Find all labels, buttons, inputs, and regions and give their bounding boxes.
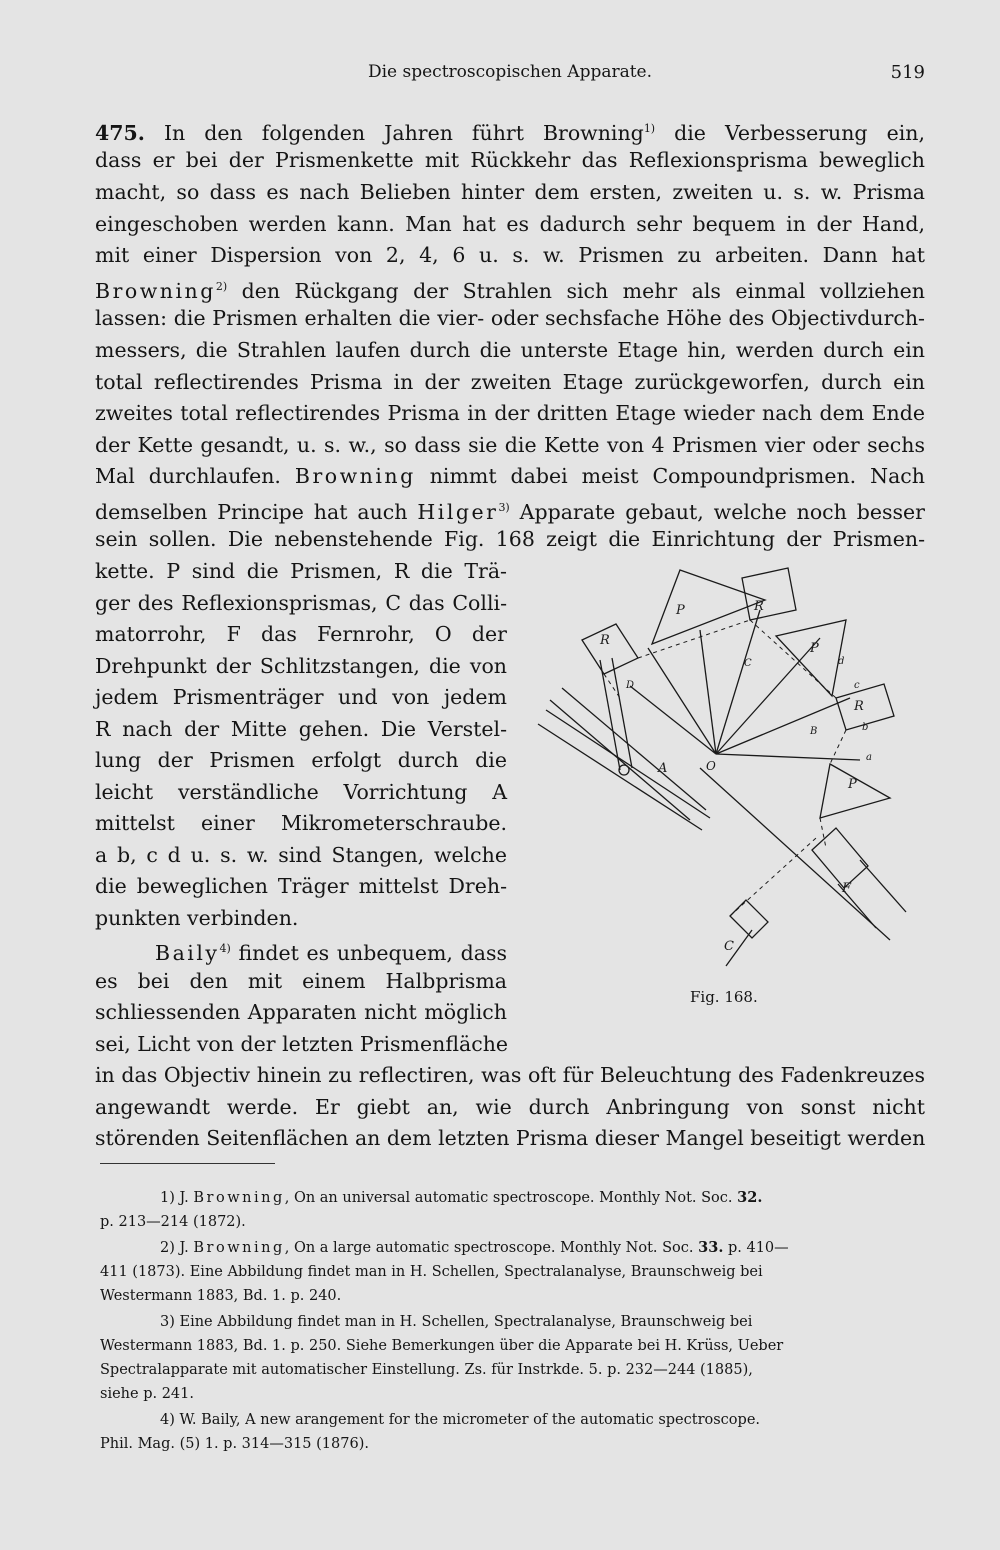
paragraph-line: lassen: die Prismen erhalten die vier- oder sechsfache Höhe des Objectivdurch- — [95, 306, 925, 330]
paragraph-line: Mal durchlaufen. Browning nimmt dabei meist Compoundprismen. Nach — [95, 464, 925, 488]
label-c: c — [854, 680, 860, 691]
wrap-line: die beweglichen Träger mittelst Dreh- — [95, 874, 507, 898]
paragraph-line: zweites total reflectirendes Prisma in der dritten Etage wieder nach dem Ende — [95, 401, 925, 425]
wrap-line: jedem Prismenträger und von jedem — [95, 685, 507, 709]
paragraph-line: Baily$^{4)}$ findet es unbequem, dass — [155, 940, 507, 965]
footnote-line: Spectralapparate mit automatischer Einstellung. Zs. für Instrkde. 5. p. 232—244 (1885), — [100, 1362, 753, 1378]
paragraph-line: angewandt werde. Er giebt an, wie durch Anbringung von sonst nicht — [95, 1095, 925, 1119]
paragraph-line: sein sollen. Die nebenstehende Fig. 168 zeigt die Einrichtung der Prismen- — [95, 527, 925, 551]
label-O: O — [706, 759, 716, 773]
running-title: Die spectroscopischen Apparate. — [367, 62, 653, 82]
paragraph-line: Browning$^{2)}$ den Rückgang der Strahlen sich mehr als einmal vollziehen — [95, 278, 925, 303]
figure-168-diagram — [520, 548, 920, 968]
footnote-line: 411 (1873). Eine Abbildung findet man in H. Schellen, Spectralanalyse, Braunschweig bei — [100, 1264, 763, 1280]
wrap-line: kette. P sind die Prismen, R die Trä- — [95, 559, 507, 583]
label-A: A — [658, 761, 668, 776]
wrap-line: leicht verständliche Vorrichtung A — [95, 780, 507, 804]
paragraph-line: total reflectirendes Prisma in der zweiten Etage zurückgeworfen, durch ein — [95, 370, 925, 394]
label-D: D — [626, 680, 635, 691]
footnote-4: 4) W. Baily, A new arangement for the micrometer of the automatic spectroscope. — [160, 1412, 761, 1428]
label-C: C — [724, 939, 734, 954]
wrap-line: ger des Reflexionsprismas, C das Colli- — [95, 591, 507, 615]
footnote-line: Phil. Mag. (5) 1. p. 314—315 (1876). — [100, 1436, 369, 1452]
label-F: F — [842, 881, 852, 896]
label-R: R — [754, 599, 764, 614]
wrap-line: punkten verbinden. — [95, 906, 299, 930]
label-c: C — [744, 658, 752, 669]
label-R: R — [854, 699, 864, 714]
footnote-2: 2) J. Browning, On a large automatic spectroscope. Monthly Not. Soc. 33. p. 410— — [160, 1239, 789, 1256]
wrap-line: R nach der Mitte gehen. Die Verstel- — [95, 717, 507, 741]
footnote-1: 1) J. Browning, On an universal automatic spectroscope. Monthly Not. Soc. 32. — [160, 1189, 763, 1206]
wrap-line: a b, c d u. s. w. sind Stangen, welche — [95, 843, 507, 867]
footnote-rule — [100, 1163, 275, 1164]
label-P: P — [676, 603, 685, 618]
label-b: b — [862, 722, 869, 733]
paragraph-line: schliessenden Apparaten nicht möglich — [95, 1000, 507, 1024]
wrap-line: matorrohr, F das Fernrohr, O der — [95, 622, 507, 646]
wrap-line: mittelst einer Mikrometerschraube. — [95, 811, 507, 835]
paragraph-line: 475. In den folgenden Jahren führt Browning$^{1)}$ die Verbesserung ein, — [95, 120, 925, 145]
paragraph-line: messers, die Strahlen laufen durch die unterste Etage hin, werden durch ein — [95, 338, 925, 362]
paragraph-line: demselben Principe hat auch Hilger$^{3)}$ Apparate gebaut, welche noch besser — [95, 499, 925, 524]
footnote-3: 3) Eine Abbildung findet man in H. Schellen, Spectralanalyse, Braunschweig bei — [160, 1314, 753, 1330]
paragraph-line: dass er bei der Prismenkette mit Rückkehr das Reflexionsprisma beweglich — [95, 148, 925, 172]
label-a: a — [866, 752, 872, 763]
running-head — [95, 62, 925, 86]
paragraph-line: der Kette gesandt, u. s. w., so dass sie die Kette von 4 Prismen vier oder sechs — [95, 433, 925, 457]
footnote-line: Westermann 1883, Bd. 1. p. 240. — [100, 1288, 342, 1304]
paragraph-line: sei, Licht von der letzten Prismenfläche — [95, 1032, 509, 1056]
paragraph-line: es bei den mit einem Halbprisma — [95, 969, 507, 993]
label-P: P — [810, 641, 819, 656]
page-number: 519 — [890, 62, 925, 83]
label-R: R — [600, 633, 610, 648]
paragraph-line: mit einer Dispersion von 2, 4, 6 u. s. w. Prismen zu arbeiten. Dann hat — [95, 243, 925, 267]
footnote-line: Westermann 1883, Bd. 1. p. 250. Siehe Bemerkungen über die Apparate bei H. Krüss, Ueber — [100, 1338, 784, 1354]
wrap-line: lung der Prismen erfolgt durch die — [95, 748, 507, 772]
footnote-line: p. 213—214 (1872). — [100, 1214, 246, 1230]
paragraph-line: in das Objectiv hinein zu reflectiren, was oft für Beleuchtung des Fadenkreuzes — [95, 1063, 925, 1087]
section-number: 475. — [95, 120, 145, 145]
label-B: B — [810, 726, 818, 737]
paragraph-line: eingeschoben werden kann. Man hat es dadurch sehr bequem in der Hand, — [95, 212, 925, 236]
paragraph-line: macht, so dass es nach Belieben hinter dem ersten, zweiten u. s. w. Prisma — [95, 180, 925, 204]
footnote-line: siehe p. 241. — [100, 1386, 194, 1402]
figure-caption: Fig. 168. — [690, 988, 758, 1006]
label-P: P — [848, 777, 857, 792]
wrap-line: Drehpunkt der Schlitzstangen, die von — [95, 654, 507, 678]
paragraph-line: störenden Seitenflächen an dem letzten Prisma dieser Mangel beseitigt werden — [95, 1126, 926, 1150]
label-d: d — [838, 656, 845, 667]
